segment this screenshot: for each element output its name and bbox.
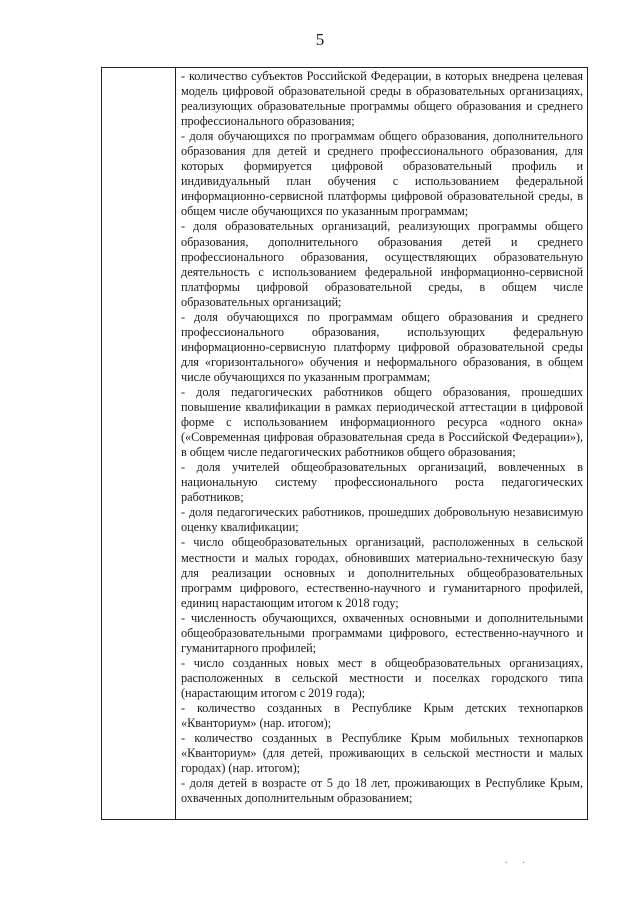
page-number: 5 [315, 30, 325, 49]
indicator-item: - численность обучающихся, охваченных основными и дополнительными общеобразовательными программами цифрового, естественно-научного и гуманитарного профилей; [181, 610, 583, 655]
indicator-item: - число общеобразовательных организаций, расположенных в сельской местности и малых городах, обновивших материально-техническую базу для реализации основных и дополнительных общеобразовательных программ цифрового, естественно-научного и гуманитарного профилей, единиц нарастающим итогом к 2018 году; [181, 535, 583, 610]
indicator-item: - количество созданных в Республике Крым детских технопарков «Кванториум» (нар. итогом); [181, 700, 583, 731]
indicator-item: - количество созданных в Республике Крым мобильных технопарков «Кванториум» (для детей, проживающих в сельской местности и малых городах) (нар. итогом); [181, 731, 583, 776]
indicator-item: - количество субъектов Российской Федерации, в которых внедрена целевая модель цифровой образовательной среды в образовательных организациях, реализующих образовательные программы общего образования и среднего профессионального образования; [181, 69, 583, 129]
indicator-item: - доля педагогических работников общего образования, прошедших повышение квалификации в рамках периодической аттестации в цифровой форме с использованием информационного ресурса «одного окна» («Современная цифровая образовательная среда в Российской Федерации»), в общем числе педагогических работников общего образования; [181, 384, 583, 460]
table-left-cell [102, 68, 176, 819]
table-right-cell [176, 68, 587, 819]
indicator-item: - число созданных новых мест в общеобразовательных организациях, расположенных в сельской местности и поселках городского типа (нарастающим итогом с 2019 года); [181, 655, 583, 700]
indicators-table [101, 67, 588, 820]
indicator-item: - доля педагогических работников, прошедших добровольную независимую оценку квалификации; [181, 505, 583, 535]
indicator-item: - доля образовательных организаций, реализующих программы общего образования, дополнительного образования детей и среднего профессионального образования, осуществляющих образовательную деятельность с использованием федеральной информационно-сервисной платформы цифровой образовательной среды, в общем числе образовательных организаций; [181, 219, 583, 309]
indicator-item: - доля обучающихся по программам общего образования и среднего профессионального образования, использующих федеральную информационно-сервисную платформу цифровой образовательной среды для «горизонтального» обучения и неформального образования, в общем числе обучающихся по указанным программам; [181, 309, 583, 384]
indicator-item: - доля детей в возрасте от 5 до 18 лет, проживающих в Республике Крым, охваченных дополнительным образованием; [181, 776, 583, 806]
indicator-item: - доля учителей общеобразовательных организаций, вовлеченных в национальную систему профессионального роста педагогических работников; [181, 460, 583, 505]
scan-speck: . . [505, 855, 531, 866]
indicator-item: - доля обучающихся по программам общего образования, дополнительного образования для детей и среднего профессионального образования, для которых формируется цифровой образовательный профиль и индивидуальный план обучения с использованием федеральной информационно-сервисной платформы цифровой образовательной среды, в общем числе обучающихся по указанным программам; [181, 129, 583, 219]
